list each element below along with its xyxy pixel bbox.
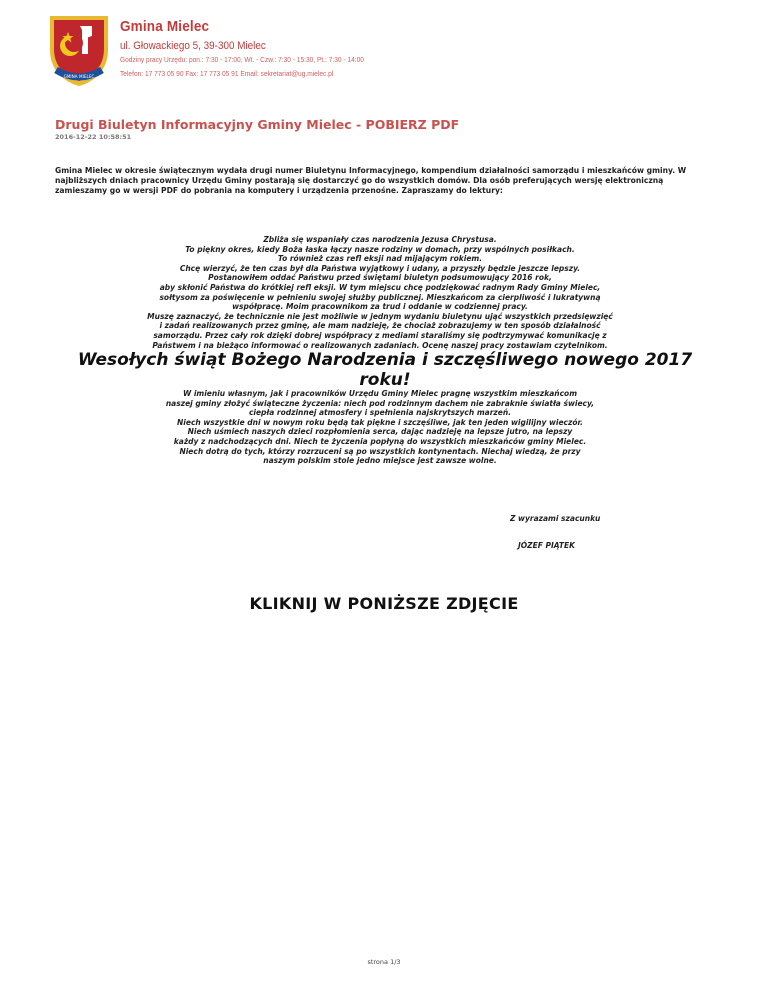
- gmina-crest-icon: [44, 12, 114, 88]
- greeting-line: sołtysom za poświęcenie w pełnieniu swojej służby publicznej. Mieszkańcom za cierpliwość i lukratywną: [159, 292, 601, 302]
- click-image-prompt[interactable]: KLIKNIJ W PONIŻSZE ZDJĘCIE: [249, 594, 519, 613]
- greeting-line: Zbliża się wspaniały czas narodzenia Jezusa Chrystusa.: [263, 235, 497, 244]
- contact-info: Telefon: 17 773 05 90 Fax: 17 773 05 91 Email: sekretariat@ug.mielec.pl: [120, 69, 334, 78]
- greeting-line: To piękny okres, kiedy Boża łaska łączy nasze rodziny w domach, przy wspólnych posiłkach.: [185, 244, 575, 254]
- greeting-line: i zadań realizowanych przez gminę, ale mam nadzieję, że chociaż zobrazujemy w ten sposób działalność: [159, 321, 601, 331]
- wishes-paragraph: [140, 389, 620, 466]
- wishes-line: naszym polskim stole jedno miejsce jest zawsze wolne.: [263, 456, 497, 466]
- org-name: Gmina Mielec: [120, 18, 210, 35]
- wishes-line: Niech wszystkie dni w nowym roku będą tak piękne i szczęśliwe, jak ten jeden wigilijny wieczór.: [177, 417, 583, 427]
- wishes-line: Niech dotrą do tych, którzy rozrzuceni są po wszystkich kontynentach. Niechaj wiedzą, że przy: [179, 446, 581, 456]
- svg-text:GMINA MIELEC: GMINA MIELEC: [63, 74, 95, 79]
- closing-regards: Z wyrazami szacunku: [510, 514, 601, 523]
- greeting-paragraph: [130, 235, 630, 350]
- office-hours: Godziny pracy Urzędu: pon.: 7:30 - 17:00, Wt. - Czw.: 7:30 - 15:30, Pt.: 7:30 - 14:00: [120, 55, 364, 64]
- article-title[interactable]: Drugi Biuletyn Informacyjny Gminy Mielec - POBIERZ PDF: [55, 117, 460, 132]
- wishes-heading-line: roku!: [359, 370, 411, 390]
- page-header: [0, 0, 768, 100]
- wishes-line: Niech uśmiech naszych dzieci rozpłomienia serca, dając nadzieję na lepsze jutro, na lepszy: [187, 427, 573, 437]
- greeting-line: samorządu. Przez cały rok dzięki dobrej współpracy z mediami staraliśmy się podtrzymywać komunikację z: [153, 330, 607, 340]
- signer-name: JÓZEF PIĄTEK: [518, 541, 575, 550]
- wishes-line: ciepła rodzinnej atmosfery i spełnienia najskrytszych marzeń.: [248, 408, 512, 418]
- greeting-line: To również czas refl eksji nad mijającym rokiem.: [277, 254, 483, 264]
- article-intro: Gmina Mielec w okresie świątecznym wydała drugi numer Biuletynu Informacyjnego, kompendium działalności samorządu i mieszkańców gminy. W najbliższych dniach pracownicy Urzędu Gminy postarają się dostarczyć go do wszystkich domów. Dla osób preferujących wersję elektroniczną zamieszamy go w wersji PDF do pobrania na komputery i urządzenia przenośne. Zapraszamy do lektury:: [55, 166, 687, 195]
- wishes-heading: [40, 350, 730, 390]
- greeting-line: współpracę. Moim pracownikom za trud i oddanie w codziennej pracy.: [232, 302, 528, 312]
- greeting-line: aby skłonić Państwa do krótkiej refl eksji. W tym miejscu chcę podziękować radnym Rady Gminy Mielec,: [159, 282, 601, 292]
- page-number: strona 1/3: [367, 958, 401, 966]
- greeting-line: Państwem i na bieżąco informować o realizowanych zadaniach. Ocenę naszej pracy zostawiam czytelnikom.: [152, 340, 608, 350]
- wishes-line: naszej gminy złożyć świąteczne życzenia: niech pod rodzinnym dachem nie zabraknie światła świecy,: [165, 398, 595, 408]
- greeting-line: Chcę wierzyć, że ten czas był dla Państwa wyjątkowy i udany, a przyszły będzie jeszcze lepszy.: [179, 263, 581, 273]
- article-date: 2016-12-22 10:58:51: [55, 133, 132, 141]
- wishes-line: każdy z nadchodzących dni. Niech te życzenia popłyną do wszystkich mieszkańców gminy Mielec.: [173, 436, 587, 446]
- wishes-line: W imieniu własnym, jak i pracowników Urzędu Gminy Mielec pragnę wszystkim mieszkańcom: [182, 389, 578, 398]
- org-address: ul. Głowackiego 5, 39-300 Mielec: [120, 40, 266, 52]
- wishes-heading-line: Wesołych świąt Bożego Narodzenia i szczęśliwego nowego 2017: [77, 350, 693, 370]
- greeting-line: Postanowiłem oddać Państwu przed świętami biuletyn podsumowujący 2016 rok,: [208, 273, 552, 283]
- greeting-line: Muszę zaznaczyć, że technicznie nie jest możliwie w jednym wydaniu biuletynu ująć wszystkich przedsięwzięć: [147, 311, 613, 321]
